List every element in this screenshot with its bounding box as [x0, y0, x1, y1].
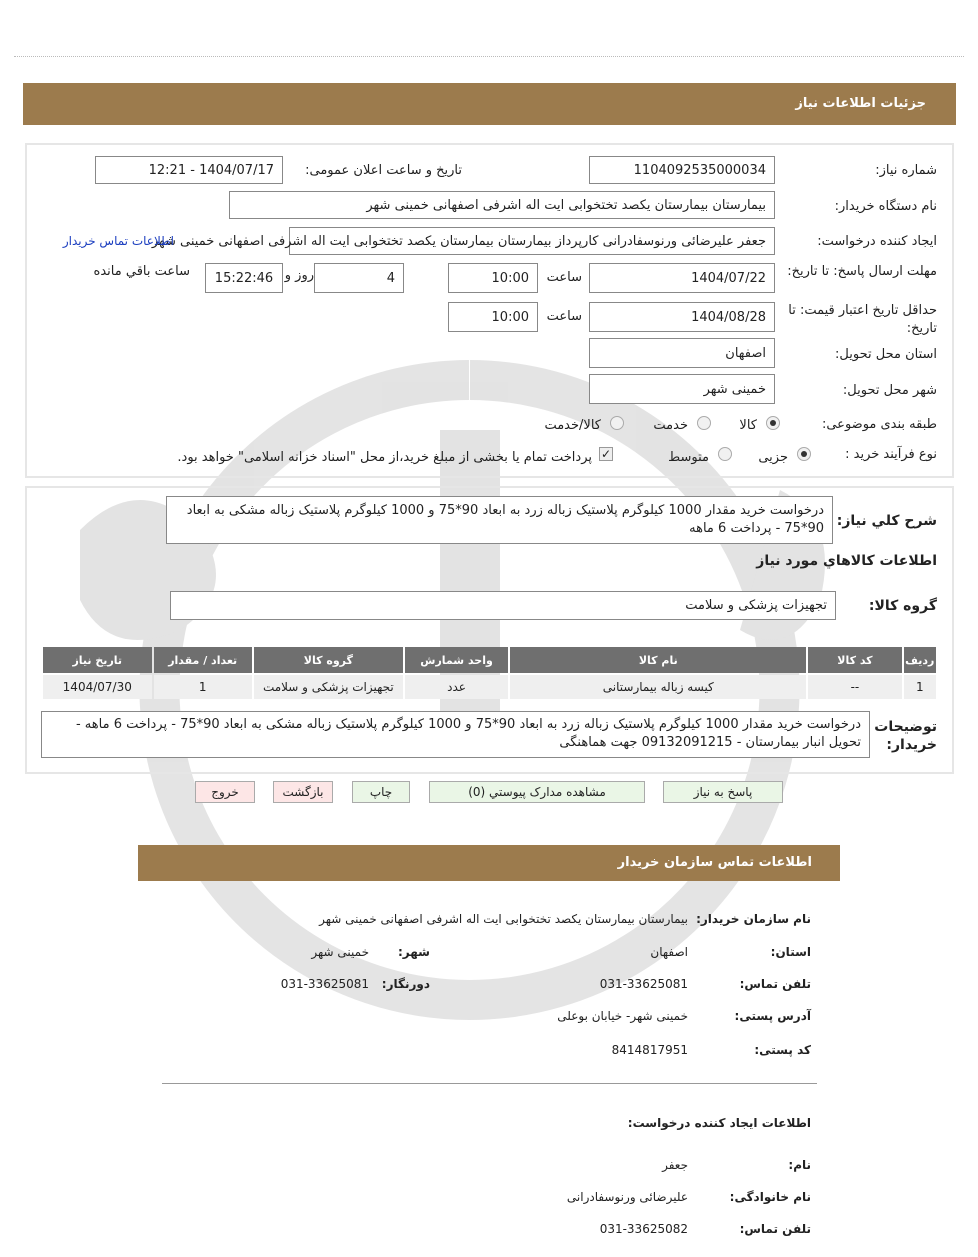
category-radio-both[interactable]: [610, 416, 624, 430]
validity-time-label: ساعت: [546, 309, 582, 324]
days-label: روز و: [284, 268, 314, 283]
contact-title: اطلاعات تماس سازمان خریدار: [617, 855, 812, 870]
process-option-medium: متوسط: [668, 450, 709, 465]
col-unit: واحد شمارش: [405, 647, 508, 673]
buyer-notes-label: توضیحات خریدار:: [874, 719, 937, 753]
goods-info-title: اطلاعات کالاهاي مورد نیاز: [756, 553, 937, 569]
announce-label: تاریخ و ساعت اعلان عمومی:: [305, 163, 462, 178]
cell-code: --: [808, 675, 901, 699]
back-button[interactable]: بازگشت: [273, 781, 333, 803]
creator-field: جعفر علیرضائی ورنوسفادرانی کارپرداز بیمارستان بیمارستان یکصد تختخوابی ایت اله اشرفی اصفهانی خمینی شهر: [289, 227, 775, 255]
attachments-button[interactable]: مشاهده مدارک پیوستي (0): [429, 781, 645, 803]
creator-phone-value: 031-33625082: [599, 1222, 688, 1236]
contact-header: [138, 845, 840, 881]
validity-label: حداقل تاریخ اعتبار قیمت: تا تاریخ:: [788, 303, 937, 336]
contact-fax-label: دورنگار:: [381, 977, 430, 991]
table-header-row: [43, 647, 936, 673]
contact-postal-value: 8414817951: [611, 1043, 688, 1057]
payment-note: پرداخت تمام یا بخشی از مبلغ خرید،از محل "اسناد خزانه اسلامی" خواهد بود.: [177, 450, 592, 465]
process-option-minor: جزیی: [758, 450, 788, 465]
creator-info-title: اطلاعات ایجاد کننده درخواست:: [627, 1116, 811, 1130]
col-qty: تعداد / مقدار: [154, 647, 252, 673]
page-title: جزئیات اطلاعات نیاز: [795, 96, 926, 111]
cell-qty: 1: [154, 675, 252, 699]
province-field: اصفهان: [589, 338, 775, 368]
creator-name-value: جعفر: [662, 1158, 688, 1172]
contact-divider: [162, 1083, 817, 1084]
contact-address-label: آدرس پستی:: [734, 1009, 811, 1023]
col-date: تاریخ نیاز: [43, 647, 152, 673]
cell-group: تجهیزات پزشکی و سلامت: [254, 675, 403, 699]
goods-group-label: گروه کالا:: [868, 598, 937, 614]
remaining-label: ساعت باقي مانده: [93, 264, 190, 279]
contact-phone-value: 031-33625081: [599, 977, 688, 991]
buyer-contact-link[interactable]: اطلاعات تماس خریدار: [62, 234, 174, 248]
contact-fax-value: 031-33625081: [280, 977, 369, 991]
creator-label: ایجاد کننده درخواست:: [817, 234, 937, 249]
contact-province-label: استان:: [770, 945, 811, 959]
contact-org-value: بیمارستان بیمارستان یکصد تختخوابی ایت اله اشرفی اصفهانی خمینی شهر: [319, 912, 688, 926]
contact-phone-label: تلفن تماس:: [739, 977, 811, 991]
col-name: نام کالا: [510, 647, 806, 673]
deadline-time-field: 10:00: [448, 263, 538, 293]
creator-family-label: نام خانوادگی:: [729, 1190, 811, 1204]
goods-group-field: تجهیزات پزشکی و سلامت: [170, 591, 836, 620]
creator-phone-label: تلفن تماس:: [739, 1222, 811, 1236]
remaining-time-field: 15:22:46: [205, 263, 283, 293]
print-button[interactable]: چاپ: [352, 781, 410, 803]
category-option-goods: کالا: [739, 418, 757, 433]
col-group: گروه کالا: [254, 647, 403, 673]
deadline-time-label: ساعت: [546, 270, 582, 285]
table-row: [43, 675, 936, 699]
contact-address-value: خمینی شهر- خیابان بوعلی: [557, 1009, 688, 1023]
col-row: ردیف: [904, 647, 936, 673]
category-option-service: خدمت: [653, 418, 688, 433]
creator-family-value: علیرضائی ورنوسفادرانی: [566, 1190, 688, 1204]
page-header: [23, 83, 956, 125]
city-field: خمینی شهر: [589, 374, 775, 404]
payment-checkbox[interactable]: ✓: [600, 447, 612, 461]
contact-province-value: اصفهان: [650, 945, 688, 959]
contact-org-label: نام سازمان خریدار:: [696, 912, 811, 926]
process-label: نوع فرآیند خرید :: [845, 447, 937, 462]
need-number-label: شماره نیاز:: [875, 163, 937, 178]
deadline-label: مهلت ارسال پاسخ: تا تاریخ:: [787, 264, 937, 279]
buyer-label: نام دستگاه خریدار:: [834, 199, 937, 214]
buyer-field: بیمارستان بیمارستان یکصد تختخوابی ایت اله اشرفی اصفهانی خمینی شهر: [229, 191, 775, 219]
summary-label: شرح کلي نیاز:: [836, 513, 937, 529]
creator-name-label: نام:: [788, 1158, 811, 1172]
category-label: طبقه بندی موضوعی:: [821, 417, 937, 432]
cell-unit: عدد: [405, 675, 508, 699]
summary-text: درخواست خرید مقدار 1000 کیلوگرم پلاستیک زباله زرد به ابعاد 90*75 و 1000 کیلوگرم پلاستیک زباله مشکی به ابعاد 90*75 - پرداخت 6 ماهه: [166, 496, 833, 544]
category-radio-service[interactable]: [697, 416, 711, 430]
category-radio-goods[interactable]: [766, 416, 780, 430]
contact-city-value: خمینی شهر: [311, 945, 369, 959]
cell-date: 1404/07/30: [43, 675, 152, 699]
cell-name: کیسه زباله بیمارستانی: [510, 675, 806, 699]
process-radio-medium[interactable]: [718, 447, 732, 461]
province-label: استان محل تحویل:: [835, 347, 937, 362]
contact-postal-label: کد پستی:: [754, 1043, 811, 1057]
deadline-date-field: 1404/07/22: [589, 263, 775, 293]
cell-row: 1: [904, 675, 936, 699]
validity-date-field: 1404/08/28: [589, 302, 775, 332]
exit-button[interactable]: خروج: [195, 781, 255, 803]
announce-field: 1404/07/17 - 12:21: [95, 156, 283, 184]
category-option-both: کالا/خدمت: [544, 418, 601, 433]
contact-city-label: شهر:: [398, 945, 430, 959]
col-code: کد کالا: [808, 647, 901, 673]
process-radio-minor[interactable]: [797, 447, 811, 461]
days-field: 4: [314, 263, 404, 293]
reply-button[interactable]: پاسخ به نیاز: [663, 781, 783, 803]
city-label: شهر محل تحویل:: [842, 383, 937, 398]
items-table: [41, 645, 938, 701]
validity-time-field: 10:00: [448, 302, 538, 332]
buyer-notes-text: درخواست خرید مقدار 1000 کیلوگرم پلاستیک زباله زرد به ابعاد 90*75 و 1000 کیلوگرم پلاستیک زباله مشکی به ابعاد 90*75 - پرداخت 6 ماهه - تحویل انبار بیمارستان - 09132091215 جهت هماهنگی: [41, 711, 870, 758]
need-number-field: 1104092535000034: [589, 156, 775, 184]
